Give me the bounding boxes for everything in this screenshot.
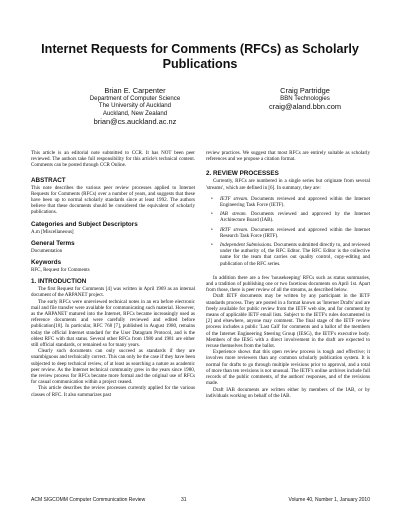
bullet-icon: • (211, 195, 213, 202)
stream-list-item (206, 227, 370, 239)
review-paragraph: Draft IETF documents may be written by any participant in the IETF standards process. They are posted in a format known as 'Internet Drafts' and are freely available for public review from the IETF web site, and for comment by means of applicable IETF email lists. Subject to the IETF's rules documented in [2] and elsewhere, anyone may comment. The final stage of the IETF review process includes a public 'Last Call' for comments and a ballot of the members of the Internet Engineering Steering Group (IESG), the IETF's executive body. Members of the IESG with a direct involvement in the draft are expected to recuse themselves from the ballot. (206, 293, 370, 350)
author-organization: BBN Technologies (280, 95, 330, 102)
author-email: craig@aland.bbn.com (268, 102, 341, 112)
keywords-heading: Keywords (31, 259, 62, 267)
review-processes-heading: 2. REVIEW PROCESSES (206, 170, 279, 178)
stream-term: IAB stream. (220, 211, 247, 218)
left-column (31, 150, 195, 398)
author-name: Brian E. Carpenter (104, 86, 166, 95)
footer-page-number: 31 (181, 497, 187, 503)
introduction-heading: 1. INTRODUCTION (31, 278, 87, 286)
intro-paragraph: Clearly such documents can only succeed as standards if they are unambiguous and technically correct. This can only be the case if they have been subjected to deep technical review, of at least as searching a nature as academic peer review. As the Internet technical community grew in the years since 1980, the review process for RFCs became more formal and the original use of RFCs for casual communication within a project ceased. (31, 348, 195, 386)
right-column (206, 150, 370, 399)
review-paragraph: Draft IAB documents are written either by members of the IAB, or by individuals working on behalf of the IAB. (206, 386, 370, 399)
abstract-text: This note describes the various peer review processes applied to Internet Requests for Comments (RFCs) over a number of years, and suggests that these have been up to normal scholarly standards since at least 1992. The authors believe that these documents should be considered the equivalent of scholarly publications. (31, 184, 195, 216)
author-department: Department of Computer Science (89, 95, 181, 102)
stream-list-item (206, 242, 370, 267)
stream-term: IRTF stream. (220, 226, 249, 233)
stream-list-item (206, 196, 370, 208)
stream-description: Documents reviewed and approved within the Internet Engineering Task Force (IETF). (220, 195, 370, 209)
bullet-icon: • (211, 226, 213, 233)
stream-term: Independent Submissions. (220, 242, 273, 249)
author-email: brian@cs.auckland.ac.nz (93, 117, 177, 127)
categories-heading: Categories and Subject Descriptors (31, 220, 138, 228)
intro-continuation: review practices. We suggest that most RFCs are entirely suitable as scholarly references and we propose a citation format. (206, 150, 370, 163)
keywords-text: RFC, Request for Comments (31, 267, 90, 274)
general-terms-text: Documentation (31, 247, 63, 254)
review-paragraph: Experience shows that this open review process is tough and effective; it involves more reviewers than any common scholarly publication system. It is normal for drafts to go through multiple revisions prior to approval, and a total of more than ten revisions is not unusual. The IETF's online archives include full records of the public comments, of the authors' responses, and of the revisions made. (206, 349, 370, 387)
author-block-partridge (235, 86, 375, 111)
intro-paragraph: The early RFCs were unreviewed technical notes in an era before electronic mail and file transfer were available for communicating such material. However, as the ARPANET matured into the Internet, RFCs became increasingly used as reference documents and were carefully reviewed and edited before publication[18]. In particular, RFC 768 [7], published in August 1980, remains today the official Internet standard for the User Datagram Protocol, and is the oldest RFC with that status. Several other RFCs from 1980 and 1981 are either still official standards, or remained so for many years. (31, 298, 195, 349)
footer-journal: ACM SIGCOMM Computer Communication Review (31, 497, 146, 503)
stream-term: IETF stream. (220, 195, 249, 202)
author-name: Craig Partridge (280, 86, 330, 95)
author-block-carpenter (60, 86, 210, 126)
footer-volume: Volume 40, Number 1, January 2010 (288, 497, 370, 503)
editorial-note: This article is an editorial note submitted to CCR. It has NOT been peer reviewed. The authors take full responsibility for this article's technical content. Comments can be posted through CCR Online. (31, 150, 195, 169)
stream-list (206, 196, 370, 267)
general-terms-heading: General Terms (31, 239, 75, 247)
stream-description: Documents reviewed and approved by the Internet Architecture Board (IAB). (220, 211, 370, 224)
review-paragraph: In addition there are a few 'housekeeping' RFCs such as status summaries, and a tradition of publishing one or two facetious documents on April 1st. Apart from those, there is peer review of all the streams, as described below. (206, 274, 370, 294)
intro-paragraph: This article describes the review processes currently applied for the various classes of RFC. It also summarizes past (31, 385, 195, 398)
categories-text: A.m [Miscellaneous] (31, 228, 74, 235)
author-organization: The University of Auckland (98, 102, 172, 110)
bullet-icon: • (211, 242, 213, 249)
author-location: Auckland, New Zealand (102, 109, 168, 117)
abstract-heading: ABSTRACT (31, 176, 66, 184)
intro-paragraph: The first Request for Comments [4] was written in April 1969 as an internal document of the ARPANET project. (31, 286, 195, 299)
bullet-icon: • (211, 211, 213, 218)
review-intro: Currently, RFCs are numbered in a single series but originate from several 'streams', which are defined in [6]. In summary, they are: (206, 178, 370, 191)
stream-description: Documents submitted directly to, and reviewed under the authority of, the RFC Editor. The RFC Editor is the collective name for the team that carries out quality control, copy-editing and publication of the RFC series. (220, 242, 370, 267)
stream-list-item (206, 211, 370, 223)
stream-description: Documents reviewed and approved within the Internet Research Task Force (IRTF). (220, 226, 370, 239)
paper-title: Internet Requests for Comments (RFCs) as Scholarly Publications (41, 42, 359, 71)
